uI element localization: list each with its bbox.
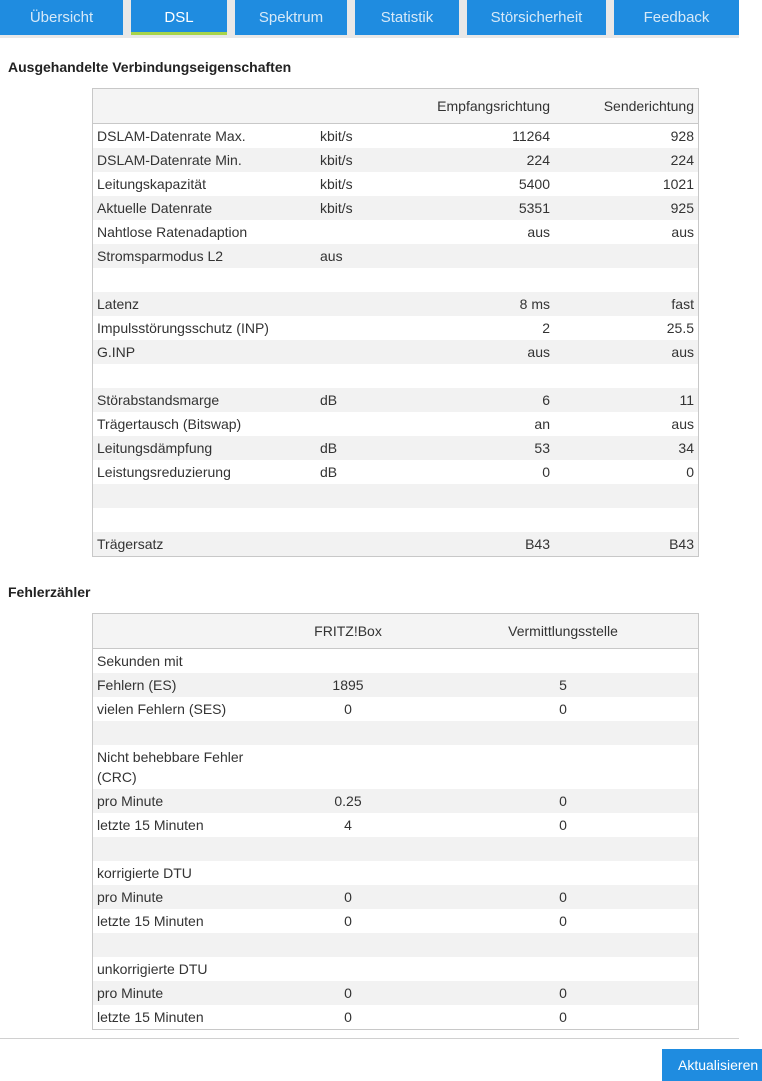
- table-row: [93, 220, 698, 244]
- value-text: 0: [344, 913, 352, 929]
- row-label: Nicht behebbare Fehler (CRC): [97, 749, 244, 785]
- value-downstream: an: [534, 416, 550, 432]
- table-row: [93, 957, 698, 981]
- table-row: [93, 933, 698, 957]
- row-unit: dB: [320, 464, 338, 480]
- tab-dsl[interactable]: DSL: [131, 0, 227, 35]
- row-label: Nahtlose Ratenadaption: [97, 224, 248, 240]
- tab-spektrum[interactable]: Spektrum: [235, 0, 347, 35]
- row-unit: kbit/s: [320, 152, 353, 168]
- value-upstream: aus: [671, 224, 694, 240]
- value-text: 0: [559, 817, 567, 833]
- value-upstream: fast: [671, 296, 694, 312]
- value-upstream: aus: [671, 416, 694, 432]
- value-text: 0: [559, 985, 567, 1001]
- table-row: [93, 861, 698, 885]
- row-unit: dB: [320, 392, 338, 408]
- table-row: [93, 244, 698, 268]
- footer-divider: [0, 1038, 739, 1039]
- value-downstream: 11264: [512, 128, 550, 144]
- value-upstream: 925: [670, 200, 694, 216]
- row-label: Trägertausch (Bitswap): [97, 416, 242, 432]
- table-row: [93, 532, 698, 556]
- row-label: Trägersatz: [97, 536, 164, 552]
- value-downstream: aus: [527, 224, 550, 240]
- row-label: Stromsparmodus L2: [97, 248, 224, 264]
- value-text: 0: [559, 793, 567, 809]
- value-upstream: 34: [678, 440, 694, 456]
- header-upstream: Senderichtung: [603, 98, 694, 114]
- value-text: 1895: [332, 677, 364, 693]
- table-body: [93, 649, 698, 1029]
- row-unit: kbit/s: [320, 200, 353, 216]
- value-text: 0: [344, 985, 352, 1001]
- table-row: [93, 124, 698, 148]
- row-label: korrigierte DTU: [97, 865, 192, 881]
- table-row: [93, 148, 698, 172]
- table-row: [93, 316, 698, 340]
- row-label: DSLAM-Datenrate Min.: [97, 152, 242, 168]
- table-row: [93, 268, 698, 292]
- table-row: [93, 172, 698, 196]
- value-text: 5: [559, 677, 567, 693]
- row-label: pro Minute: [97, 793, 164, 809]
- tab-stoersicherheit[interactable]: Störsicherheit: [467, 0, 606, 35]
- row-label: letzte 15 Minuten: [97, 1009, 204, 1025]
- table-row: [93, 196, 698, 220]
- table-row: [93, 745, 698, 789]
- table-row: [93, 885, 698, 909]
- table-row: [93, 364, 698, 388]
- row-label: letzte 15 Minuten: [97, 913, 204, 929]
- refresh-button[interactable]: Aktualisieren: [662, 1049, 762, 1081]
- value-downstream: 53: [534, 440, 550, 456]
- table-row: [93, 460, 698, 484]
- value-downstream: 224: [526, 152, 550, 168]
- table-row: [93, 721, 698, 745]
- row-label: Leistungsreduzierung: [97, 464, 231, 480]
- table-header: FRITZ!Box Vermittlungsstelle: [93, 614, 698, 649]
- table-row: [93, 292, 698, 316]
- value-downstream: aus: [527, 344, 550, 360]
- table-row: [93, 484, 698, 508]
- value-text: 0: [344, 701, 352, 717]
- value-downstream: B43: [525, 536, 550, 552]
- table-header: [93, 89, 698, 124]
- tab-feedback[interactable]: Feedback: [614, 0, 739, 35]
- table-row: [93, 673, 698, 697]
- value-downstream: 5400: [518, 176, 550, 192]
- table-row: [93, 813, 698, 837]
- row-label: Sekunden mit: [97, 653, 183, 669]
- row-unit: kbit/s: [320, 128, 353, 144]
- value-downstream: 0: [542, 464, 550, 480]
- table-row: [93, 909, 698, 933]
- value-downstream: 5351: [518, 200, 550, 216]
- table-row: [93, 649, 698, 673]
- value-downstream: 2: [542, 320, 550, 336]
- error-counter-table: [92, 613, 699, 1030]
- value-text: 0.25: [334, 793, 362, 809]
- connection-properties-table: [92, 88, 699, 557]
- value-downstream: 8 ms: [519, 296, 550, 312]
- row-label: letzte 15 Minuten: [97, 817, 204, 833]
- tab-bar: [0, 0, 739, 38]
- value-upstream: 928: [670, 128, 694, 144]
- row-unit: kbit/s: [320, 176, 353, 192]
- value-text: 0: [559, 889, 567, 905]
- value-downstream: 6: [542, 392, 550, 408]
- value-text: 0: [559, 913, 567, 929]
- row-unit: dB: [320, 440, 338, 456]
- header-downstream: Empfangsrichtung: [437, 98, 550, 114]
- row-label: Latenz: [97, 296, 140, 312]
- row-unit: aus: [320, 248, 343, 264]
- table-row: [93, 388, 698, 412]
- table-row: [93, 412, 698, 436]
- row-label: G.INP: [97, 344, 136, 360]
- table-row: [93, 981, 698, 1005]
- row-label: Fehlern (ES): [97, 677, 177, 693]
- table-row: [93, 837, 698, 861]
- value-upstream: 1021: [662, 176, 694, 192]
- table-row: [93, 789, 698, 813]
- tab-statistik[interactable]: Statistik: [355, 0, 459, 35]
- row-label: DSLAM-Datenrate Max.: [97, 128, 246, 144]
- value-upstream: 11: [679, 392, 694, 408]
- value-text: 0: [559, 701, 567, 717]
- table-row: [93, 1005, 698, 1029]
- row-label: Aktuelle Datenrate: [97, 200, 213, 216]
- section-title-connection: Ausgehandelte Verbindungseigenschaften: [8, 59, 292, 75]
- row-label: Leitungskapazität: [97, 176, 206, 192]
- row-label: unkorrigierte DTU: [97, 961, 208, 977]
- row-label: Impulsstörungsschutz (INP): [97, 320, 269, 336]
- table-body: [93, 124, 698, 556]
- value-text: 4: [344, 817, 352, 833]
- value-text: 0: [559, 1009, 567, 1025]
- value-upstream: 25.5: [666, 320, 694, 336]
- value-text: 0: [344, 889, 352, 905]
- table-row: [93, 508, 698, 532]
- section-title-errors: Fehlerzähler: [8, 584, 91, 600]
- value-upstream: 0: [686, 464, 694, 480]
- row-label: Leitungsdämpfung: [97, 440, 213, 456]
- value-upstream: B43: [669, 536, 694, 552]
- table-row: [93, 340, 698, 364]
- value-upstream: aus: [671, 344, 694, 360]
- row-label: Störabstandsmarge: [97, 392, 220, 408]
- table-row: [93, 697, 698, 721]
- value-upstream: 224: [670, 152, 694, 168]
- table-row: [93, 436, 698, 460]
- row-label: pro Minute: [97, 985, 164, 1001]
- row-label: vielen Fehlern (SES): [97, 701, 227, 717]
- tab-uebersicht[interactable]: Übersicht: [0, 0, 123, 35]
- row-label: pro Minute: [97, 889, 164, 905]
- value-text: 0: [344, 1009, 352, 1025]
